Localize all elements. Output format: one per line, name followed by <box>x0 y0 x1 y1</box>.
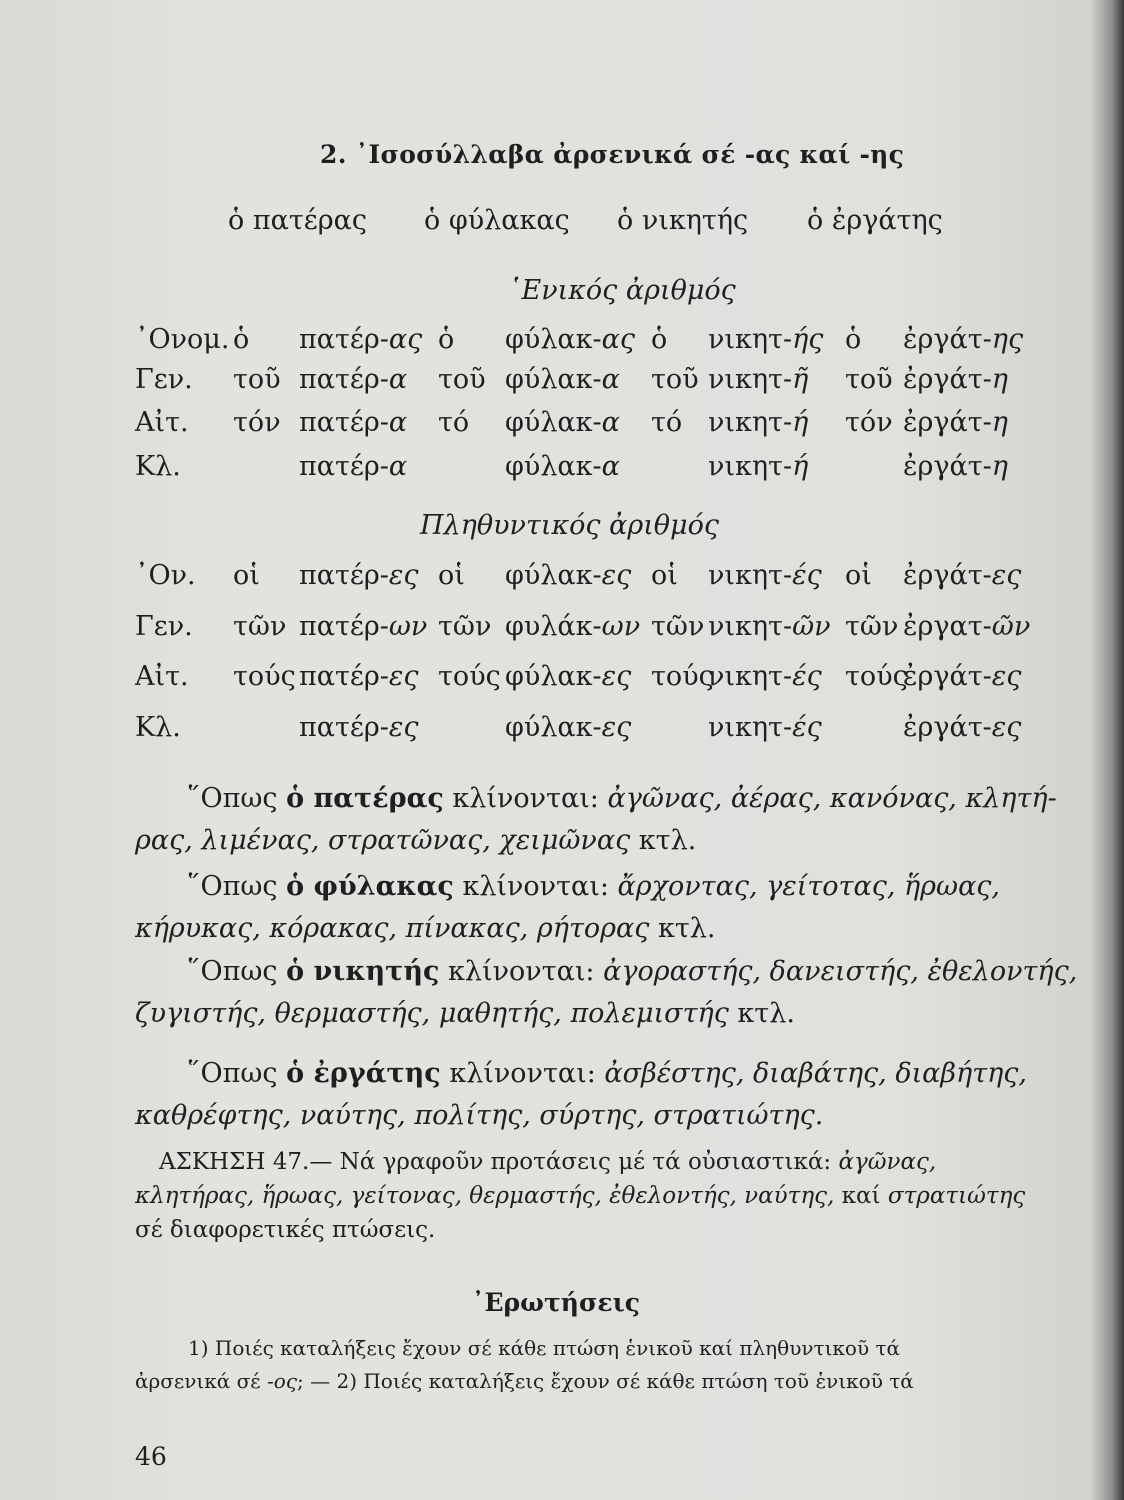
article: ὁ <box>233 324 250 355</box>
questions-title: ᾿Ερωτήσεις <box>472 1288 640 1317</box>
word-form <box>299 364 407 395</box>
stem: νικητ- <box>708 364 793 395</box>
plural-row <box>135 712 1022 752</box>
page-edge <box>1110 0 1124 1500</box>
stem: φύλακ- <box>505 712 602 743</box>
paragraph-line2: ζυγιστής, θερμαστής, μαθητής, πολεμιστής <box>135 998 729 1029</box>
article: τῶν <box>651 611 705 642</box>
article: τοῦ <box>233 364 281 395</box>
case-label: Αἰτ. <box>135 661 189 692</box>
ending: ῶν <box>991 611 1031 642</box>
paragraph-intro: ῞Οπως <box>187 783 287 814</box>
word-form <box>708 611 831 642</box>
article: τοῦ <box>845 364 893 395</box>
singular-row <box>135 364 1015 404</box>
ending: α <box>388 364 408 395</box>
ending: ας <box>601 324 636 355</box>
ending: ες <box>991 560 1022 591</box>
ending: ων <box>601 611 641 642</box>
word-form <box>505 560 631 591</box>
ending: α <box>388 407 408 438</box>
paragraph-bold: ὁ πατέρας <box>286 783 444 814</box>
word-form <box>903 364 1008 395</box>
ending: α <box>388 451 408 482</box>
paragraph <box>135 951 1078 1035</box>
word-form <box>708 560 822 591</box>
exercise-and: καί <box>834 1183 888 1209</box>
singular-title: ῾Ενικός ἀριθμός <box>508 275 736 306</box>
word-form <box>299 560 419 591</box>
ending: ή <box>792 407 809 438</box>
stem: ἐργάτ- <box>903 324 992 355</box>
word-form <box>708 324 823 355</box>
stem: νικητ- <box>708 611 793 642</box>
ending: α <box>601 407 620 438</box>
exercise-words-2: κλητήρας, ἥρωας, γείτονας, θερμαστής, ἐθελοντής, ναύτης, <box>135 1183 835 1209</box>
word-form <box>505 324 635 355</box>
article: οἱ <box>233 560 260 591</box>
exercise-text: Νά γραφοῦν προτάσεις μέ τά οὐσιαστικά: <box>339 1149 839 1175</box>
section-heading: 2. ᾿Ισοσύλλαβα ἀρσενικά σέ -ας καί -ης <box>320 140 905 169</box>
word-form <box>903 661 1021 692</box>
ending: ής <box>792 324 824 355</box>
word-form <box>505 611 640 642</box>
singular-row <box>135 324 1024 364</box>
plural-title: Πληθυντικός ἀριθμός <box>420 510 719 541</box>
stem: φύλακ- <box>505 324 602 355</box>
ending: ες <box>991 712 1022 743</box>
stem: ἐργατ- <box>903 611 992 642</box>
paragraph-tail: κτλ. <box>630 825 697 856</box>
article: τόν <box>233 407 281 438</box>
stem: νικητ- <box>708 712 793 743</box>
stem: ἐργάτ- <box>903 560 992 591</box>
ending: ας <box>388 324 423 355</box>
singular-row <box>135 407 1015 447</box>
ending: ες <box>601 712 632 743</box>
exercise-line-3: σέ διαφορετικές πτώσεις. <box>135 1217 436 1243</box>
article-ergatis: ὁ ἐργάτης <box>807 205 943 236</box>
ending: η <box>991 451 1008 482</box>
paragraph <box>135 1053 1028 1137</box>
paragraph-intro: ῞Οπως <box>187 1058 287 1089</box>
stem: φύλακ- <box>505 451 602 482</box>
stem: πατέρ- <box>299 324 389 355</box>
plural-row <box>135 611 1031 651</box>
word-form <box>708 364 808 395</box>
article-pateras: ὁ πατέρας <box>228 205 367 236</box>
article-fylakas: ὁ φύλακας <box>424 205 570 236</box>
stem: ἐργάτ- <box>903 407 992 438</box>
question-ending: -ος <box>267 1369 298 1393</box>
stem: νικητ- <box>708 324 793 355</box>
paragraph-verb: κλίνονται: <box>453 871 618 902</box>
case-label: ᾿Ον. <box>135 560 196 591</box>
stem: πατέρ- <box>299 560 389 591</box>
stem: νικητ- <box>708 407 793 438</box>
article: οἱ <box>438 560 465 591</box>
word-form <box>505 712 631 743</box>
question-line-2b: ; — 2) Ποιές καταλήξεις ἔχουν σέ κάθε πτώση τοῦ ἑνικοῦ τά <box>297 1369 914 1393</box>
ending: ων <box>388 611 428 642</box>
stem: νικητ- <box>708 451 793 482</box>
word-form <box>505 451 620 482</box>
questions-text <box>135 1332 914 1398</box>
stem: πατέρ- <box>299 364 389 395</box>
article: τῶν <box>233 611 287 642</box>
word-form <box>505 407 620 438</box>
article-nikitis: ὁ νικητής <box>617 205 749 236</box>
exercise-47 <box>135 1145 1026 1247</box>
case-label: Γεν. <box>135 364 193 395</box>
paragraph-bold: ὁ φύλακας <box>286 871 454 902</box>
word-form <box>505 661 631 692</box>
ending: ές <box>792 560 822 591</box>
exercise-label: ΑΣΚΗΣΗ 47.— <box>159 1149 340 1175</box>
word-form <box>903 611 1030 642</box>
ending: ες <box>601 560 632 591</box>
plural-row <box>135 661 1022 701</box>
stem: φυλάκ- <box>505 611 602 642</box>
question-line-2a: ἀρσενικά σέ <box>135 1369 268 1393</box>
paragraph-line2: καθρέφτης, ναύτης, πολίτης, σύρτης, στρατιώτης. <box>135 1100 824 1131</box>
exercise-words-1: ἀγῶνας, <box>838 1149 937 1175</box>
ending: ή <box>792 451 809 482</box>
word-form <box>299 451 407 482</box>
case-label: Αἰτ. <box>135 407 189 438</box>
singular-row <box>135 451 1015 491</box>
word-form <box>903 324 1023 355</box>
ending: α <box>601 451 620 482</box>
word-form <box>903 407 1008 438</box>
paragraph <box>135 778 1057 862</box>
word-form <box>708 407 808 438</box>
word-form <box>299 324 422 355</box>
article: τούς <box>438 661 501 692</box>
article: τό <box>438 407 470 438</box>
stem: ἐργάτ- <box>903 661 992 692</box>
paragraph-verb: κλίνονται: <box>443 783 608 814</box>
word-form <box>299 611 427 642</box>
ending: ες <box>601 661 632 692</box>
ending: ῆ <box>792 364 809 395</box>
ending: ες <box>388 712 419 743</box>
paragraph <box>135 866 1001 950</box>
article: ὁ <box>651 324 668 355</box>
word-form <box>903 712 1021 743</box>
stem: φύλακ- <box>505 661 602 692</box>
paragraph-tail: κτλ. <box>728 998 795 1029</box>
ending: η <box>991 407 1008 438</box>
paragraph-line1: ἄρχοντας, γείτοτας, ἥρωας, <box>617 871 1001 902</box>
stem: πατέρ- <box>299 611 389 642</box>
article: τοῦ <box>438 364 486 395</box>
paragraph-line1: ἀγῶνας, ἀέρας, κανόνας, κλητή- <box>607 783 1057 814</box>
paragraph-bold: ὁ ἐργάτης <box>286 1058 441 1089</box>
stem: πατέρ- <box>299 407 389 438</box>
case-label: ᾿Ονομ. <box>135 324 230 355</box>
stem: νικητ- <box>708 661 793 692</box>
ending: ες <box>388 560 419 591</box>
word-form <box>708 712 822 743</box>
article: τούς <box>651 661 714 692</box>
article: τό <box>651 407 683 438</box>
ending: α <box>601 364 620 395</box>
word-form <box>299 712 419 743</box>
stem: φύλακ- <box>505 407 602 438</box>
article: τοῦ <box>651 364 699 395</box>
paragraph-line2: κήρυκας, κόρακας, πίνακας, ρήτορας <box>135 913 650 944</box>
paragraph-line2: ρας, λιμένας, στρατῶνας, χειμῶνας <box>135 825 631 856</box>
article: τῶν <box>845 611 899 642</box>
article: τόν <box>845 407 893 438</box>
exercise-words-3: στρατιώτης <box>887 1183 1026 1209</box>
paragraph-bold: ὁ νικητής <box>286 956 440 987</box>
stem: πατέρ- <box>299 712 389 743</box>
plural-row <box>135 560 1022 600</box>
question-line-1: 1) Ποιές καταλήξεις ἔχουν σέ κάθε πτώση ἑνικοῦ καί πληθυντικοῦ τά <box>188 1336 901 1360</box>
ending: ες <box>991 661 1022 692</box>
article: οἱ <box>651 560 678 591</box>
stem: φύλακ- <box>505 364 602 395</box>
stem: πατέρ- <box>299 661 389 692</box>
ending: ης <box>991 324 1024 355</box>
case-label: Γεν. <box>135 611 193 642</box>
paragraph-intro: ῞Οπως <box>187 871 287 902</box>
stem: ἐργάτ- <box>903 712 992 743</box>
paragraph-tail: κτλ. <box>649 913 716 944</box>
case-label: Κλ. <box>135 451 181 482</box>
word-form <box>708 451 808 482</box>
case-label: Κλ. <box>135 712 181 743</box>
ending: ές <box>792 712 822 743</box>
word-form <box>505 364 620 395</box>
ending: ές <box>792 661 822 692</box>
paragraph-verb: κλίνονται: <box>439 956 604 987</box>
stem: φύλακ- <box>505 560 602 591</box>
stem: ἐργάτ- <box>903 364 992 395</box>
word-form <box>903 451 1008 482</box>
word-form <box>299 661 419 692</box>
word-form <box>299 407 407 438</box>
article: τούς <box>233 661 296 692</box>
ending: ες <box>388 661 419 692</box>
word-form <box>903 560 1021 591</box>
stem: νικητ- <box>708 560 793 591</box>
ending: η <box>991 364 1008 395</box>
article: τούς <box>845 661 908 692</box>
article: ὁ <box>845 324 862 355</box>
stem: ἐργάτ- <box>903 451 992 482</box>
paragraph-line1: ἀσβέστης, διαβάτης, διαβήτης, <box>604 1058 1028 1089</box>
article: ὁ <box>438 324 455 355</box>
word-form <box>708 661 822 692</box>
stem: πατέρ- <box>299 451 389 482</box>
article: οἱ <box>845 560 872 591</box>
paragraph-intro: ῞Οπως <box>187 956 287 987</box>
ending: ῶν <box>792 611 831 642</box>
paragraph-verb: κλίνονται: <box>440 1058 605 1089</box>
article: τῶν <box>438 611 492 642</box>
paragraph-line1: ἀγοραστής, δανειστής, ἐθελοντής, <box>603 956 1078 987</box>
page-number: 46 <box>135 1442 167 1471</box>
